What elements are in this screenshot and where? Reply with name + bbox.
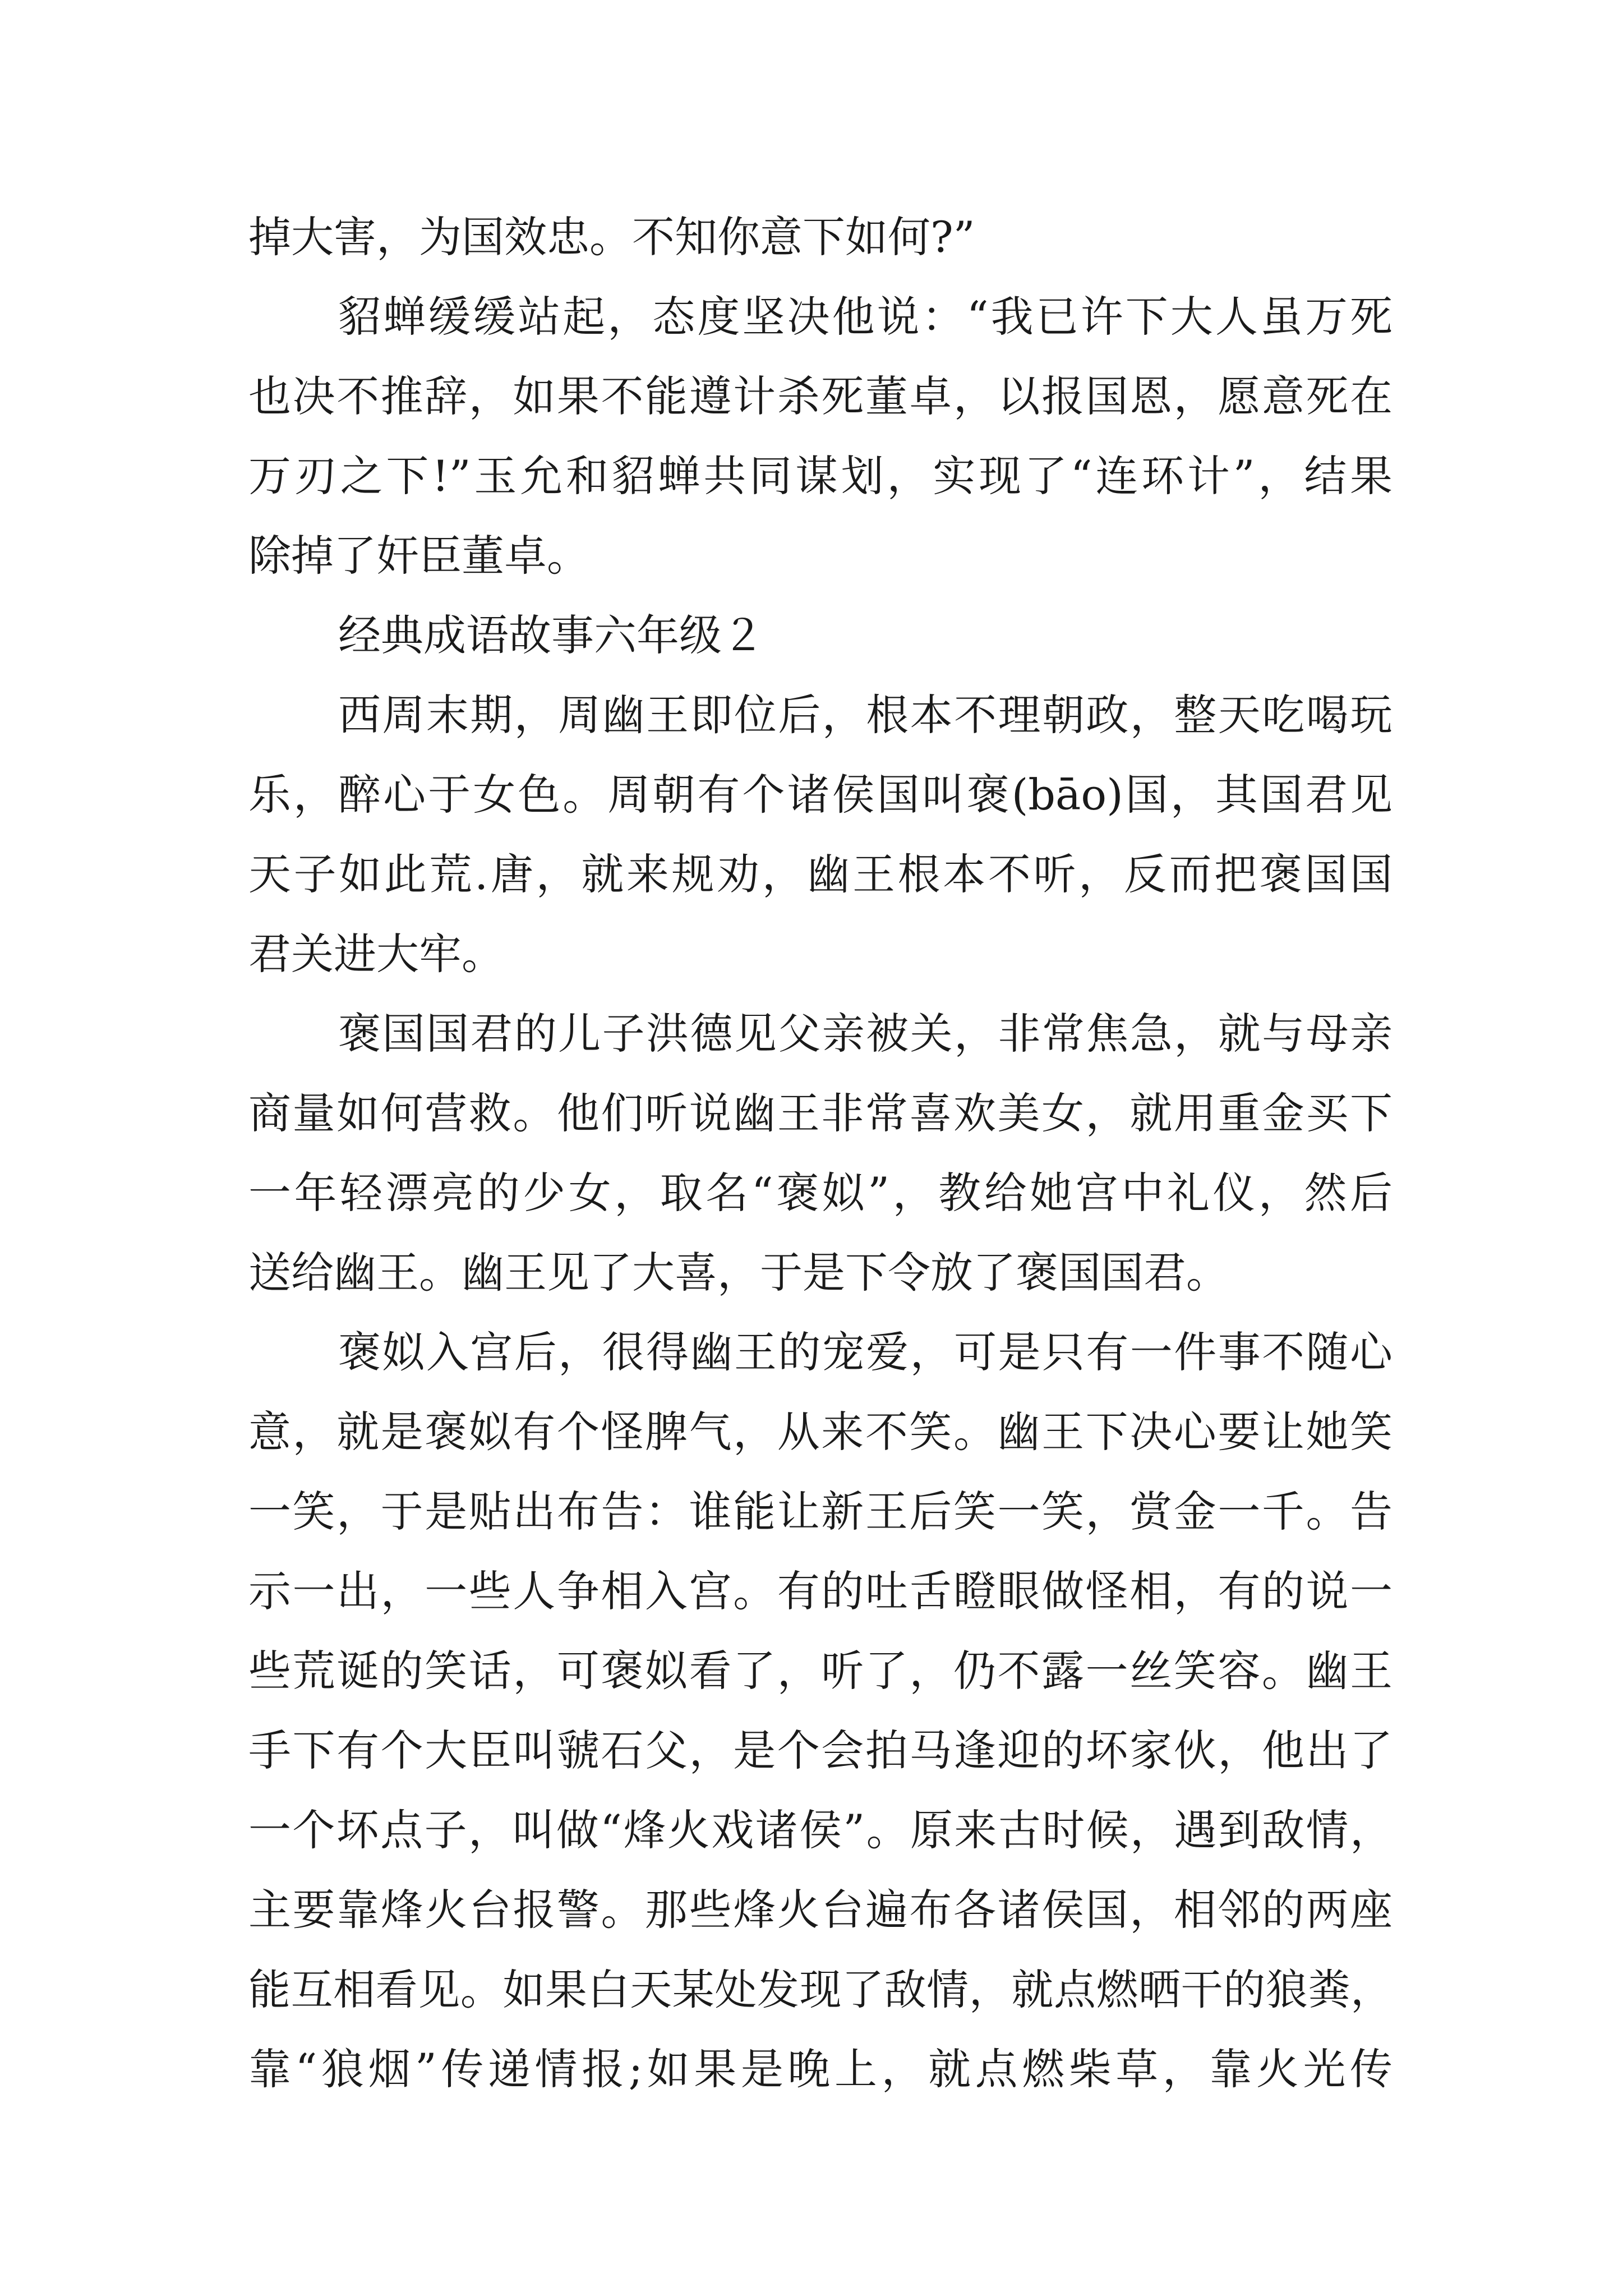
text-line: 送给幽王。幽王见了大喜，于是下令放了褒国国君。 [248,1248,1229,1297]
text-line: 褒国国君的儿子洪德见父亲被关，非常焦急，就与母亲 [338,1009,1393,1059]
text-line: 意，就是褒姒有个怪脾气，从来不笑。幽王下决心要让她笑 [248,1407,1393,1457]
text-line: 乐，醉心于女色。周朝有个诸侯国叫褒(bāo)国，其国君见 [248,770,1393,820]
text-line: 貂蝉缓缓站起，态度坚决他说：“我已许下大人虽万死 [338,292,1393,342]
text-line: 一笑，于是贴出布告：谁能让新王后笑一笑，赏金一千。告 [248,1487,1393,1536]
text-line: 手下有个大臣叫虢石父，是个会拍马逢迎的坏家伙，他出了 [248,1726,1393,1775]
section-heading: 经典成语故事六年级２ [338,610,764,660]
text-line: 商量如何营救。他们听说幽王非常喜欢美女，就用重金买下 [248,1088,1393,1138]
text-line: 靠“狼烟”传递情报;如果是晚上，就点燃柴草，靠火光传 [248,2044,1393,2094]
text-line: 天子如此荒.唐，就来规劝，幽王根本不听，反而把褒国国 [248,849,1393,899]
text-line: 褒姒入宫后，很得幽王的宠爱，可是只有一件事不随心 [338,1327,1393,1377]
text-line: 万刃之下!”玉允和貂蝉共同谋划，实现了“连环计”，结果 [248,451,1393,501]
text-line: 掉大害，为国效忠。不知你意下如何?” [248,212,975,262]
text-line: 君关进大牢。 [248,929,504,979]
text-line: 一个坏点子，叫做“烽火戏诸侯”。原来古时候，遇到敌情， [248,1805,1393,1855]
document-body [248,197,1393,2109]
text-line: 除掉了奸臣董卓。 [248,531,589,581]
text-line: 主要靠烽火台报警。那些烽火台遍布各诸侯国，相邻的两座 [248,1885,1393,1935]
text-line: 西周末期，周幽王即位后，根本不理朝政，整天吃喝玩 [338,690,1393,740]
text-line: 一年轻漂亮的少女，取名“褒姒”，教给她宫中礼仪，然后 [248,1168,1393,1218]
text-line: 能互相看见。如果白天某处发现了敌情，就点燃晒干的狼粪， [248,1965,1393,2014]
text-line: 也决不推辞，如果不能遵计杀死董卓，以报国恩，愿意死在 [248,371,1393,421]
text-line: 些荒诞的笑话，可褒姒看了，听了，仍不露一丝笑容。幽王 [248,1646,1393,1696]
text-line: 示一出，一些人争相入宫。有的吐舌瞪眼做怪相，有的说一 [248,1566,1393,1616]
